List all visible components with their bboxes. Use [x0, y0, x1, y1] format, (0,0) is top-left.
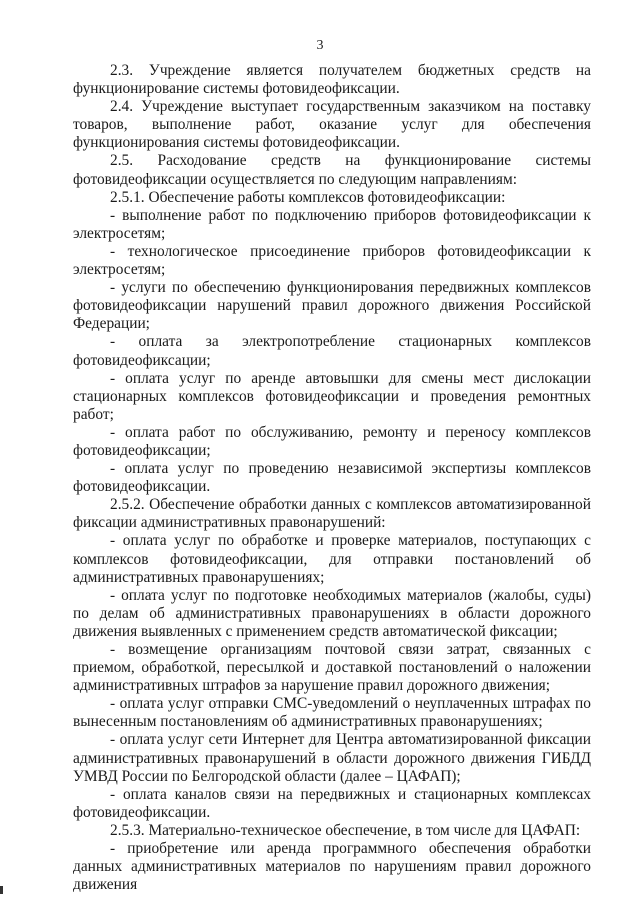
document-body: [73, 62, 591, 894]
list-item: - оплата услуг сети Интернет для Центра автоматизированной фиксации административных правонарушений в области дорожного движения ГИБДД УМВД России по Белгородской области (далее – ЦАФАП);: [73, 731, 591, 785]
list-item: - оплата услуг по проведению независимой экспертизы комплексов фотовидеофиксации.: [73, 460, 591, 496]
scan-edge-mark: [0, 886, 3, 894]
section-subheading: 2.5.2. Обеспечение обработки данных с комплексов автоматизированной фиксации административных правонарушений:: [73, 496, 591, 532]
paragraph: 2.3. Учреждение является получателем бюджетных средств на функционирование системы фотовидеофиксации.: [73, 62, 591, 98]
paragraph: 2.4. Учреждение выступает государственным заказчиком на поставку товаров, выполнение работ, оказание услуг для обеспечения функционирования системы фотовидеофиксации.: [73, 98, 591, 152]
list-item: - оплата услуг по подготовке необходимых материалов (жалобы, суды) по делам об административных правонарушениях в области дорожного движения выявленных с применением средств автоматической фиксации;: [73, 586, 591, 640]
paragraph: 2.5. Расходование средств на функционирование системы фотовидеофиксации осуществляется по следующим направлениям:: [73, 152, 591, 188]
section-subheading: 2.5.1. Обеспечение работы комплексов фотовидеофиксации:: [110, 188, 506, 206]
list-item: - приобретение или аренда программного обеспечения обработки данных административных материалов по нарушениям правил дорожного движения: [73, 840, 591, 894]
list-item: - оплата услуг отправки СМС-уведомлений о неуплаченных штрафах по вынесенным постановлениям об административных правонарушениях;: [73, 695, 591, 731]
section-subheading: 2.5.3. Материально-техническое обеспечение, в том числе для ЦАФАП:: [110, 821, 581, 839]
list-item: - технологическое присоединение приборов фотовидеофиксации к электросетям;: [73, 242, 591, 279]
list-item: - оплата за электропотребление стационарных комплексов фотовидеофиксации;: [73, 333, 591, 369]
list-item: - услуги по обеспечению функционирования передвижных комплексов фотовидеофиксации нарушений правил дорожного движения Российской Федерации;: [73, 279, 591, 333]
list-item: - оплата услуг по обработке и проверке материалов, поступающих с комплексов фотовидеофиксации, для отправки постановлений об административных правонарушениях;: [73, 532, 591, 586]
list-item: - оплата работ по обслуживанию, ремонту и переносу комплексов фотовидеофиксации;: [73, 423, 591, 459]
list-item: - оплата услуг по аренде автовышки для смены мест дислокации стационарных комплексов фотовидеофиксации и проведения ремонтных работ;: [73, 369, 591, 423]
list-item: - оплата каналов связи на передвижных и стационарных комплексах фотовидеофиксации.: [73, 785, 591, 821]
page-number: 3: [316, 38, 324, 53]
list-item: - выполнение работ по подключению приборов фотовидеофиксации к электросетям;: [73, 206, 591, 242]
list-item: - возмещение организациям почтовой связи затрат, связанных с приемом, обработкой, пересылкой и доставкой постановлений о наложении административных штрафов за нарушение правил дорожного движения;: [73, 641, 591, 695]
